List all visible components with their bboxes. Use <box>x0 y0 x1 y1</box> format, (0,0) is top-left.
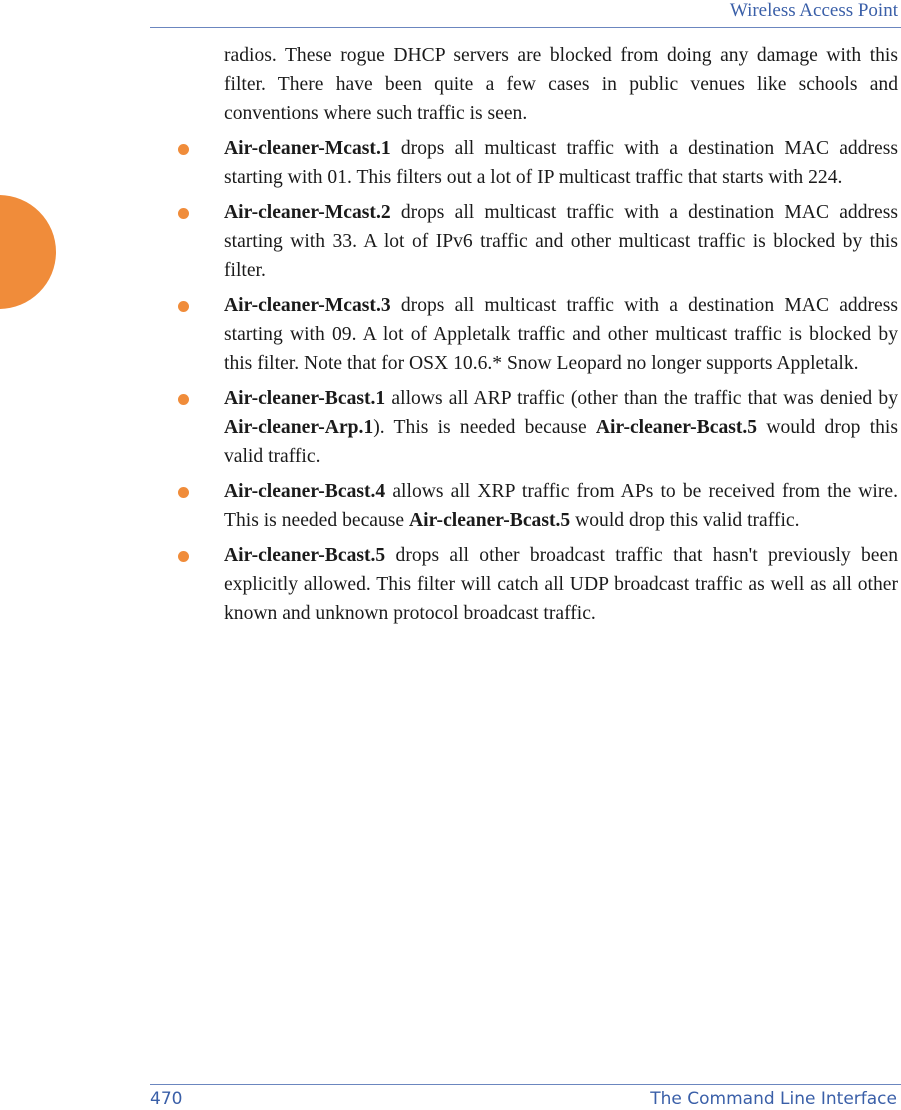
filter-reference: Air-cleaner-Bcast.5 <box>408 510 571 531</box>
filter-description: allows all ARP traffic (other than the traffic that was denied by <box>385 388 898 409</box>
filter-term: Air-cleaner-Mcast.3 <box>224 295 391 316</box>
filter-list <box>224 134 898 628</box>
filter-description: drops all other broadcast traffic that hasn't previously been explicitly allowed. This filter will catch all UDP broadcast traffic as well as all other known and unknown protocol broadcast traffic. <box>224 545 898 624</box>
footer-rule <box>150 1084 901 1085</box>
running-footer-section: The Command Line Interface <box>650 1089 897 1109</box>
filter-term: Air-cleaner-Bcast.5 <box>224 545 386 566</box>
intro-paragraph: radios. These rogue DHCP servers are blocked from doing any damage with this filter. There have been quite a few cases in public venues like schools and conventions where such traffic is seen. <box>224 45 898 124</box>
filter-description: ). This is needed because <box>373 417 596 438</box>
bullet-icon <box>178 301 189 312</box>
bullet-icon <box>178 551 189 562</box>
list-item-mcast-3 <box>224 291 898 378</box>
chapter-tab-marker <box>0 195 56 309</box>
filter-term: Air-cleaner-Mcast.2 <box>224 202 391 223</box>
running-header-title: Wireless Access Point <box>729 0 898 21</box>
list-item-bcast-4 <box>224 477 898 535</box>
list-item-mcast-2 <box>224 198 898 285</box>
filter-description: drops all multicast traffic with a destination MAC address starting with 09. A lot of Appletalk traffic and other multicast traffic is blocked by this filter. Note that for OSX 10.6.* Snow Leopard no longer supports Appletalk. <box>224 295 898 374</box>
list-item-bcast-1 <box>224 384 898 471</box>
page-number: 470 <box>150 1089 183 1109</box>
filter-reference: Air-cleaner-Bcast.5 <box>595 417 758 438</box>
filter-description: drops all multicast traffic with a destination MAC address starting with 33. A lot of IPv6 traffic and other multicast traffic is blocked by this filter. <box>224 202 898 281</box>
filter-description: drops all multicast traffic with a destination MAC address starting with 01. This filters out a lot of IP multicast traffic that starts with 224. <box>224 138 898 188</box>
bullet-icon <box>178 144 189 155</box>
bullet-icon <box>178 208 189 219</box>
filter-term: Air-cleaner-Mcast.1 <box>224 138 391 159</box>
filter-description: allows all XRP traffic from APs to be received from the wire. This is needed because <box>224 481 898 531</box>
filter-reference: Air-cleaner-Arp.1 <box>224 417 374 438</box>
bullet-icon <box>178 487 189 498</box>
body-content <box>224 41 898 628</box>
filter-description: would drop this valid traffic. <box>570 510 800 531</box>
filter-term: Air-cleaner-Bcast.4 <box>224 481 386 502</box>
header-rule <box>150 27 901 28</box>
list-item-bcast-5 <box>224 541 898 628</box>
filter-description: would drop this valid traffic. <box>224 417 899 467</box>
bullet-icon <box>178 394 189 405</box>
list-item-mcast-1 <box>224 134 898 192</box>
filter-term: Air-cleaner-Bcast.1 <box>224 388 386 409</box>
